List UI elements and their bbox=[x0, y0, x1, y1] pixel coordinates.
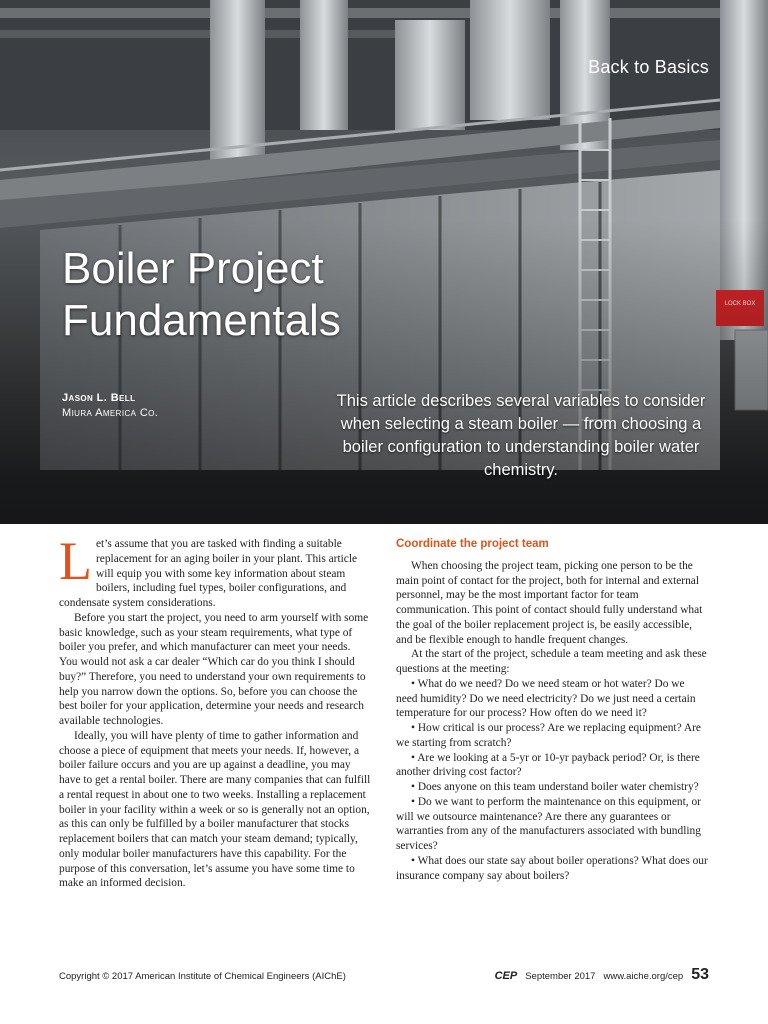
author-affiliation: Miura America Co. bbox=[62, 407, 159, 419]
section-label: Back to Basics bbox=[588, 57, 709, 77]
bullet-item: • How critical is our process? Are we replacing equipment? Are we starting from scratch? bbox=[396, 722, 701, 749]
intro-paragraph bbox=[59, 531, 371, 611]
issue-date: September 2017 bbox=[525, 971, 596, 982]
intro-text: et’s assume that you are tasked with finding a suitable replacement for an aging boiler in your plant. This article will equip you with some key information about steam boilers, including fuel types, boiler configurations, and condensate system considerations. bbox=[59, 538, 358, 609]
page-number: 53 bbox=[691, 966, 709, 983]
author-name: Jason L. Bell bbox=[62, 392, 136, 404]
article-title bbox=[62, 243, 341, 347]
title-line-1: Boiler Project bbox=[62, 244, 324, 293]
right-column bbox=[396, 537, 708, 883]
title-line-2: Fundamentals bbox=[62, 296, 341, 345]
paragraph: At the start of the project, schedule a team meeting and ask these questions at the meeting: bbox=[396, 648, 707, 675]
bullet-item: • Are we looking at a 5-yr or 10-yr payback period? Or, is there another driving cost factor? bbox=[396, 751, 700, 779]
copyright-notice: Copyright © 2017 American Institute of Chemical Engineers (AIChE) bbox=[59, 971, 346, 982]
journal-url[interactable]: www.aiche.org/cep bbox=[603, 971, 684, 982]
bullet-item: • What does our state say about boiler operations? What does our insurance company say about boilers? bbox=[396, 854, 708, 882]
paragraph: Before you start the project, you need to arm yourself with some basic knowledge, such as your steam requirements, what type of boiler you prefer, and which manufacturer can meet your needs. You would not ask a car dealer “Which car do you think I should buy?” Therefore, you need to understand your own requirements to help you narrow down the options. So, before you can choose the best boiler for your application, determine your needs and research available technologies. bbox=[59, 611, 369, 727]
article-dek: This article describes several variables to consider when selecting a steam boiler — from choosing a boiler configuration to understanding boiler water chemistry. bbox=[336, 392, 706, 479]
section-subhead: Coordinate the project team bbox=[396, 538, 549, 550]
paragraph: Ideally, you will have plenty of time to gather information and choose a piece of equipment that meets your needs. If, however, a boiler failure occurs and you are up against a deadline, you may have to get a rental boiler. There are many companies that can fulfill a rental request in about one to two weeks. Installing a replacement boiler in your facility within a week or so is generally not an option, as this can only be fulfilled by a boiler manufacturer that stocks replacement boilers that can match your steam demand; typically, only modular boiler manufacturers have this capability. For the purpose of this conversation, let’s assume you have some time to make an informed decision. bbox=[59, 729, 371, 890]
page-footer bbox=[495, 966, 709, 984]
bullet-item: • What do we need? Do we need steam or hot water? Do we need humidity? Do we need electricity? Do we just need a certain temperature for our process? How often do we need it? bbox=[396, 677, 696, 720]
drop-cap: L bbox=[59, 531, 92, 591]
bullet-item: • Do we want to perform the maintenance on this equipment, or will we outsource maintenance? Are there any guarantees or warranties from any of the manufacturers associated with bundling services? bbox=[396, 795, 701, 852]
left-column bbox=[59, 531, 371, 891]
journal-brand: CEP bbox=[494, 970, 518, 982]
bullet-item: • Does anyone on this team understand boiler water chemistry? bbox=[411, 781, 699, 793]
paragraph: When choosing the project team, picking one person to be the main point of contact for the project, both for internal and external personnel, may be the most important factor for team communication. This point of contact should fully understand what the goal of the boiler replacement project is, be easily accessible, and be flexible enough to handle frequent changes. bbox=[396, 559, 703, 646]
byline bbox=[62, 391, 158, 421]
